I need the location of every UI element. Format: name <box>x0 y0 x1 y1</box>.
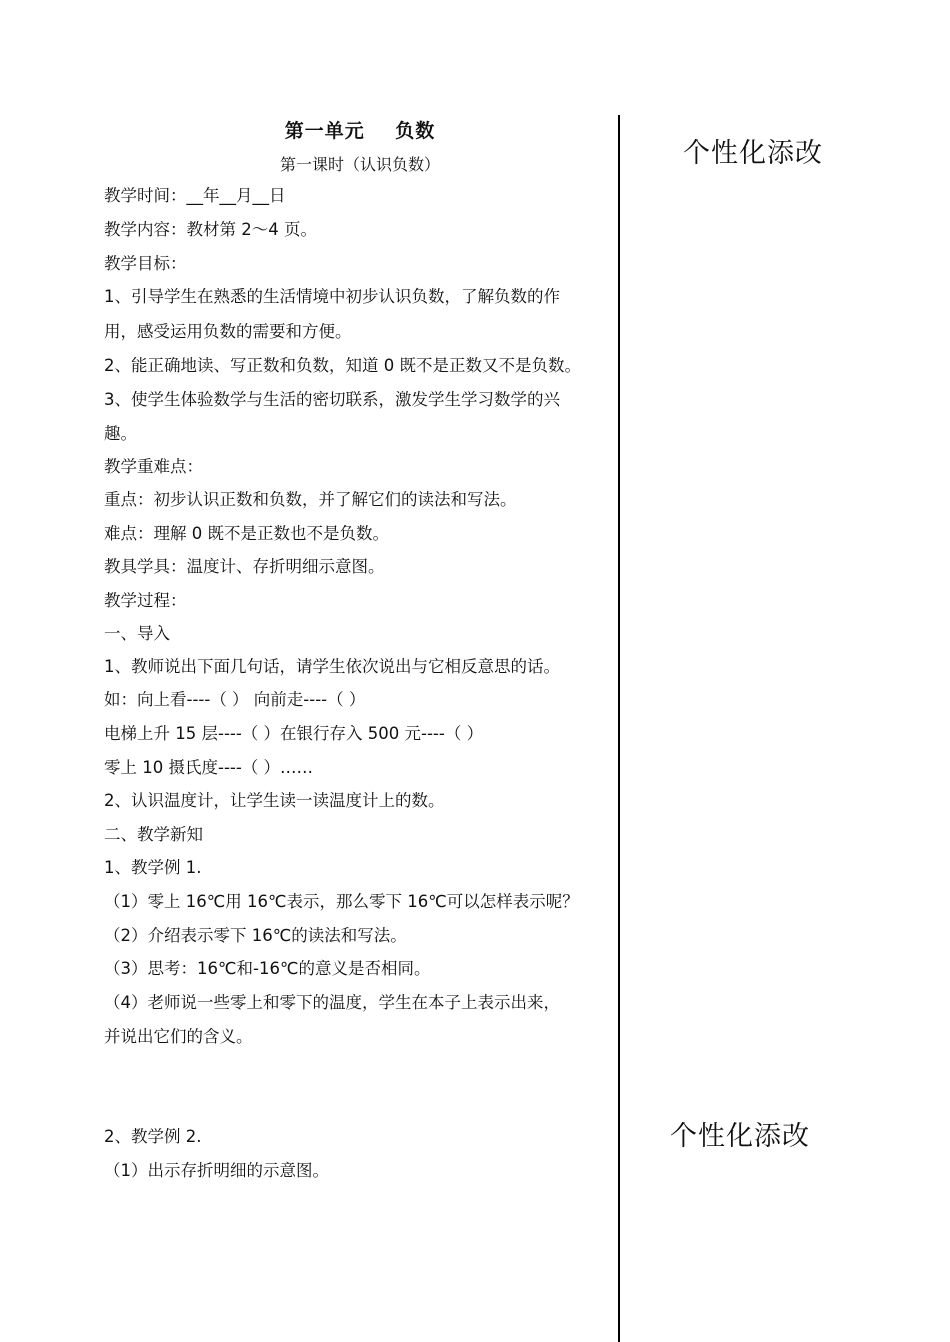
goals-heading: 教学目标： <box>104 254 187 273</box>
example-1-step-4-line-1: （4）老师说一些零上和零下的温度，学生在本子上表示出来， <box>104 993 560 1012</box>
example-1-heading: 1、教学例 1. <box>104 858 202 877</box>
intro-example-2: 电梯上升 15 层----（ ）在银行存入 500 元----（ ） <box>104 724 484 743</box>
section-new-knowledge-heading: 二、教学新知 <box>104 825 203 844</box>
unit-title: 第一单元 负数 <box>284 120 436 142</box>
example-2-step-1: （1）出示存折明细的示意图。 <box>104 1161 329 1180</box>
column-divider <box>618 115 620 1342</box>
side-note-personalized-edit: 个性化添改 <box>683 138 823 169</box>
example-1-step-1: （1）零上 16℃用 16℃表示，那么零下 16℃可以怎样表示呢？ <box>104 892 579 911</box>
process-heading: 教学过程： <box>104 591 187 610</box>
goal-2: 2、能正确地读、写正数和负数，知道 0 既不是正数又不是负数。 <box>104 356 581 375</box>
teaching-content: 教学内容：教材第 2～4 页。 <box>104 220 317 239</box>
key-point: 重点：初步认识正数和负数，并了解它们的读法和写法。 <box>104 490 517 509</box>
goal-3-line-1: 3、使学生体验数学与生活的密切联系，激发学生学习数学的兴 <box>104 390 560 409</box>
intro-example-3: 零上 10 摄氏度----（ ）…… <box>104 758 314 777</box>
example-1-step-3: （3）思考：16℃和-16℃的意义是否相同。 <box>104 959 431 978</box>
difficult-point: 难点：理解 0 既不是正数也不是负数。 <box>104 524 389 543</box>
teaching-aids: 教具学具：温度计、存折明细示意图。 <box>104 557 385 576</box>
teaching-time: 教学时间：__年__月__日 <box>104 186 286 205</box>
example-1-step-2: （2）介绍表示零下 16℃的读法和写法。 <box>104 926 407 945</box>
goal-1-line-1: 1、引导学生在熟悉的生活情境中初步认识负数，了解负数的作 <box>104 287 560 306</box>
intro-item-1: 1、教师说出下面几句话，请学生依次说出与它相反意思的话。 <box>104 657 560 676</box>
section-intro-heading: 一、导入 <box>104 624 170 643</box>
key-points-heading: 教学重难点： <box>104 457 203 476</box>
intro-item-2: 2、认识温度计，让学生读一读温度计上的数。 <box>104 791 445 810</box>
intro-example-1: 如：向上看----（ ） 向前走----（ ） <box>104 690 366 709</box>
goal-1-line-2: 用，感受运用负数的需要和方便。 <box>104 322 352 341</box>
example-1-step-4-line-2: 并说出它们的含义。 <box>104 1027 253 1046</box>
example-2-heading: 2、教学例 2. <box>104 1127 202 1146</box>
side-note-personalized-edit-2: 个性化添改 <box>670 1121 810 1152</box>
goal-3-line-2: 趣。 <box>104 424 137 443</box>
lesson-subtitle: 第一课时（认识负数） <box>279 155 440 174</box>
